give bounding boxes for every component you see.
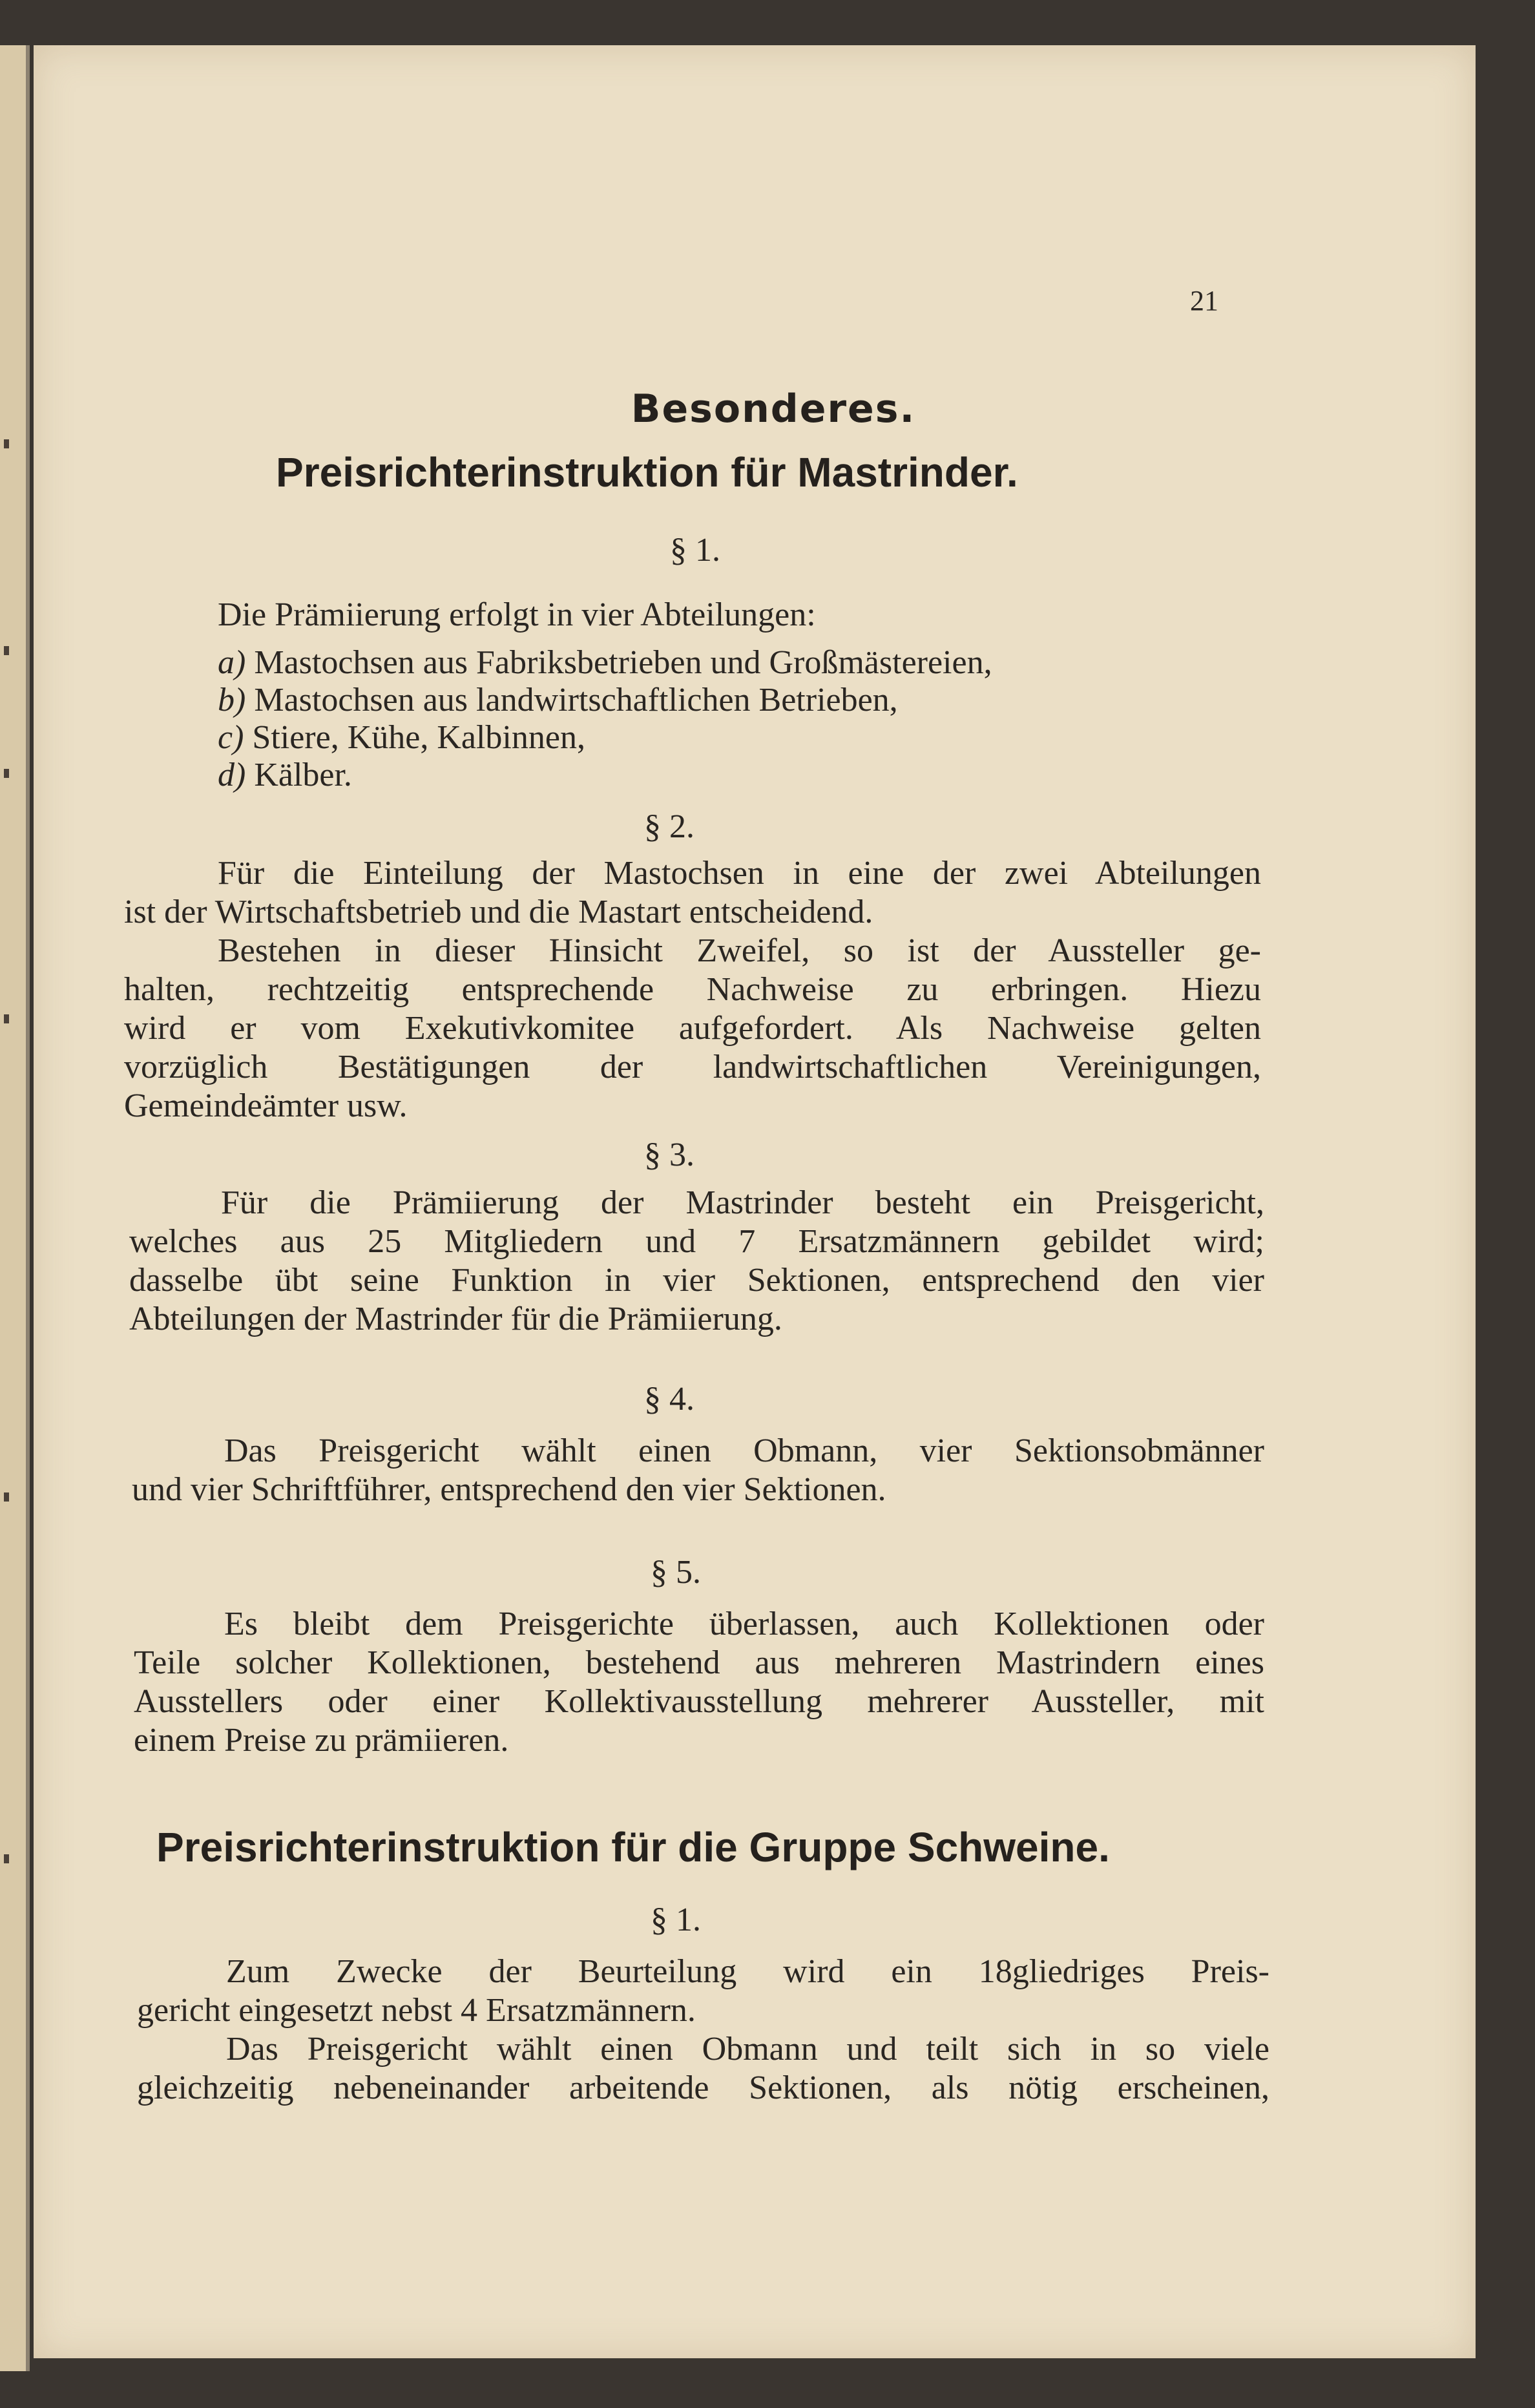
text-line: gleichzeitig nebeneinander arbeitende Sektionen, als nötig erscheinen, [137,2069,1269,2106]
list-item-text: Mastochsen aus Fabriksbetrieben und Großmästereien, [254,644,992,681]
scan-mark [4,646,9,655]
list-item-b [218,681,898,719]
list-item-letter: a) [218,644,246,681]
scan-mark [4,1492,9,1502]
text-line: dasselbe übt seine Funktion in vier Sektionen, entsprechend den vier [129,1262,1264,1299]
text-line: Abteilungen der Mastrinder für die Prämiierung. [129,1301,782,1337]
scan-mark [4,1854,9,1863]
heading-besonderes: Besonderes. [631,386,916,432]
paragraph-mark-1: § 1. [670,532,720,569]
section-title-mastrinder: Preisrichterinstruktion für Mastrinder. [276,449,1018,496]
text-line: Zum Zwecke der Beurteilung wird ein 18gliedriges Preis- [226,1953,1269,1990]
list-item-text: Kälber. [254,757,352,793]
paragraph-mark-1: § 1. [651,1901,701,1938]
text-line: Gemeindeämter usw. [124,1087,408,1124]
paragraph-intro: Die Prämiierung erfolgt in vier Abteilungen: [218,596,816,633]
text-line: ist der Wirtschaftsbetrieb und die Mastart entscheidend. [124,894,873,930]
paragraph-mark-2: § 2. [644,808,694,845]
text-line: vorzüglich Bestätigungen der landwirtschaftlichen Vereinigungen, [124,1049,1261,1085]
text-line: und vier Schriftführer, entsprechend den vier Sektionen. [132,1471,886,1508]
text-line: Bestehen in dieser Hinsicht Zweifel, so ist der Aussteller ge- [218,932,1261,969]
list-item-text: Stiere, Kühe, Kalbinnen, [252,719,585,756]
previous-page-edge [0,45,30,2371]
list-item-a [218,644,992,682]
text-line: welches aus 25 Mitgliedern und 7 Ersatzmännern gebildet wird; [129,1223,1264,1260]
text-line: gericht eingesetzt nebst 4 Ersatzmännern. [137,1992,696,2029]
list-item-d [218,756,352,794]
text-line: Für die Einteilung der Mastochsen in eine der zwei Abteilungen [218,855,1261,892]
text-line: halten, rechtzeitig entsprechende Nachweise zu erbringen. Hiezu [124,971,1261,1008]
text-line: Ausstellers oder einer Kollektivausstellung mehrerer Aussteller, mit [134,1683,1264,1720]
document-page [34,45,1476,2358]
list-item-letter: c) [218,719,244,756]
list-item-letter: d) [218,757,246,793]
list-item-letter: b) [218,682,246,718]
scan-mark [4,439,9,448]
text-line: wird er vom Exekutivkomitee aufgefordert. Als Nachweise gelten [124,1010,1261,1047]
section-title-schweine: Preisrichterinstruktion für die Gruppe Schweine. [156,1824,1110,1870]
page-number: 21 [1190,285,1218,317]
text-line: Teile solcher Kollektionen, bestehend aus mehreren Mastrindern eines [134,1644,1264,1681]
paragraph-mark-3: § 3. [644,1136,694,1173]
list-item-c [218,718,585,757]
text-line: einem Preise zu prämiieren. [134,1722,509,1759]
text-line: Es bleibt dem Preisgerichte überlassen, auch Kollektionen oder [224,1606,1264,1642]
paragraph-mark-4: § 4. [644,1381,694,1418]
list-item-text: Mastochsen aus landwirtschaftlichen Betrieben, [254,682,898,718]
paragraph-mark-5: § 5. [651,1554,701,1591]
text-line: Das Preisgericht wählt einen Obmann, vier Sektionsobmänner [224,1432,1264,1469]
text-line: Für die Prämiierung der Mastrinder besteht ein Preisgericht, [221,1184,1264,1221]
scan-mark [4,1014,9,1023]
text-line: Das Preisgericht wählt einen Obmann und teilt sich in so viele [226,2031,1269,2068]
scan-mark [4,769,9,778]
